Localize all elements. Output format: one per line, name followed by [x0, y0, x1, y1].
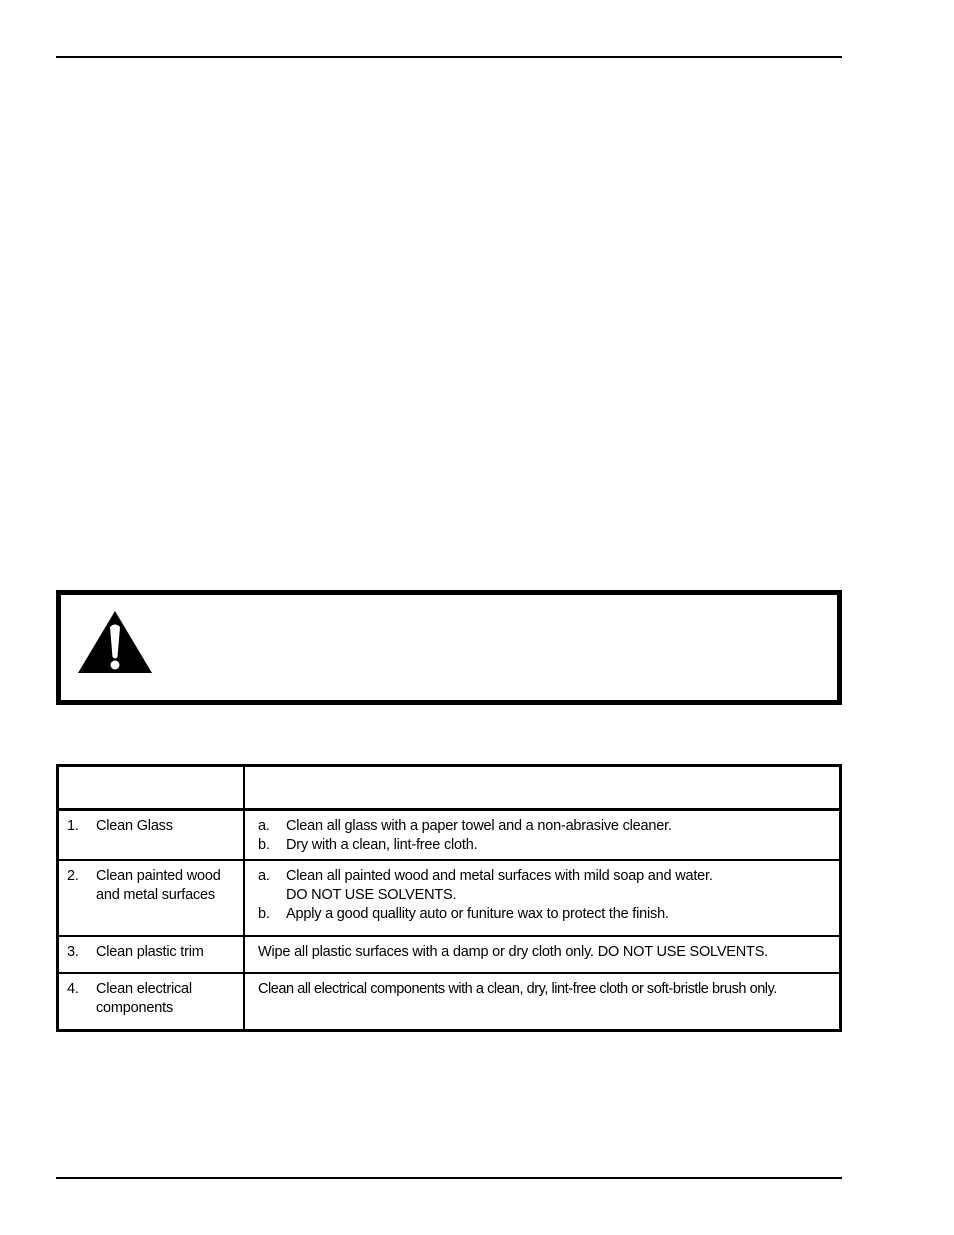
step-letter: b. [258, 906, 270, 922]
procedure-text: Clean all electrical components with a clean, dry, lint-free cloth or soft-bristle brush only. [258, 981, 777, 997]
row-number: 4. [67, 981, 79, 997]
warning-box [56, 590, 842, 705]
task-cell [58, 936, 245, 973]
procedure-cell [244, 860, 841, 936]
step-text: Clean all glass with a paper towel and a non-abrasive cleaner. [286, 818, 672, 834]
task-label: Clean electrical components [96, 981, 192, 1016]
procedure-cell [244, 936, 841, 973]
procedure-step [258, 817, 831, 836]
table-row [58, 973, 841, 1031]
row-number: 2. [67, 868, 79, 884]
procedure-cell [244, 973, 841, 1031]
step-text: Clean all painted wood and metal surfaces with mild soap and water. [286, 868, 713, 884]
table-row [58, 860, 841, 936]
footer-rule [56, 1177, 842, 1179]
table-row [58, 810, 841, 861]
procedure-text: Wipe all plastic surfaces with a damp or dry cloth only. DO NOT USE SOLVENTS. [258, 944, 768, 960]
row-number: 1. [67, 818, 79, 834]
procedure-cell [244, 810, 841, 861]
procedure-step [258, 867, 831, 905]
table-row [58, 936, 841, 973]
cleaning-table [56, 764, 842, 1032]
row-number: 3. [67, 944, 79, 960]
task-label: Clean plastic trim [96, 944, 204, 960]
header-cell-procedure [244, 766, 841, 810]
table-header-row [58, 766, 841, 810]
step-letter: a. [258, 868, 270, 884]
task-cell [58, 860, 245, 936]
step-warning-text: DO NOT USE SOLVENTS. [286, 887, 457, 903]
step-letter: b. [258, 837, 270, 853]
header-cell-task [58, 766, 245, 810]
task-cell [58, 973, 245, 1031]
warning-triangle-icon [76, 609, 154, 675]
header-rule [56, 56, 842, 58]
task-cell [58, 810, 245, 861]
task-label: Clean painted wood and metal surfaces [96, 868, 221, 903]
procedure-step [258, 836, 831, 855]
step-text: Dry with a clean, lint-free cloth. [286, 837, 478, 853]
task-label: Clean Glass [96, 818, 173, 834]
step-text: Apply a good quallity auto or funiture wax to protect the finish. [286, 906, 669, 922]
procedure-step [258, 905, 831, 924]
step-letter: a. [258, 818, 270, 834]
